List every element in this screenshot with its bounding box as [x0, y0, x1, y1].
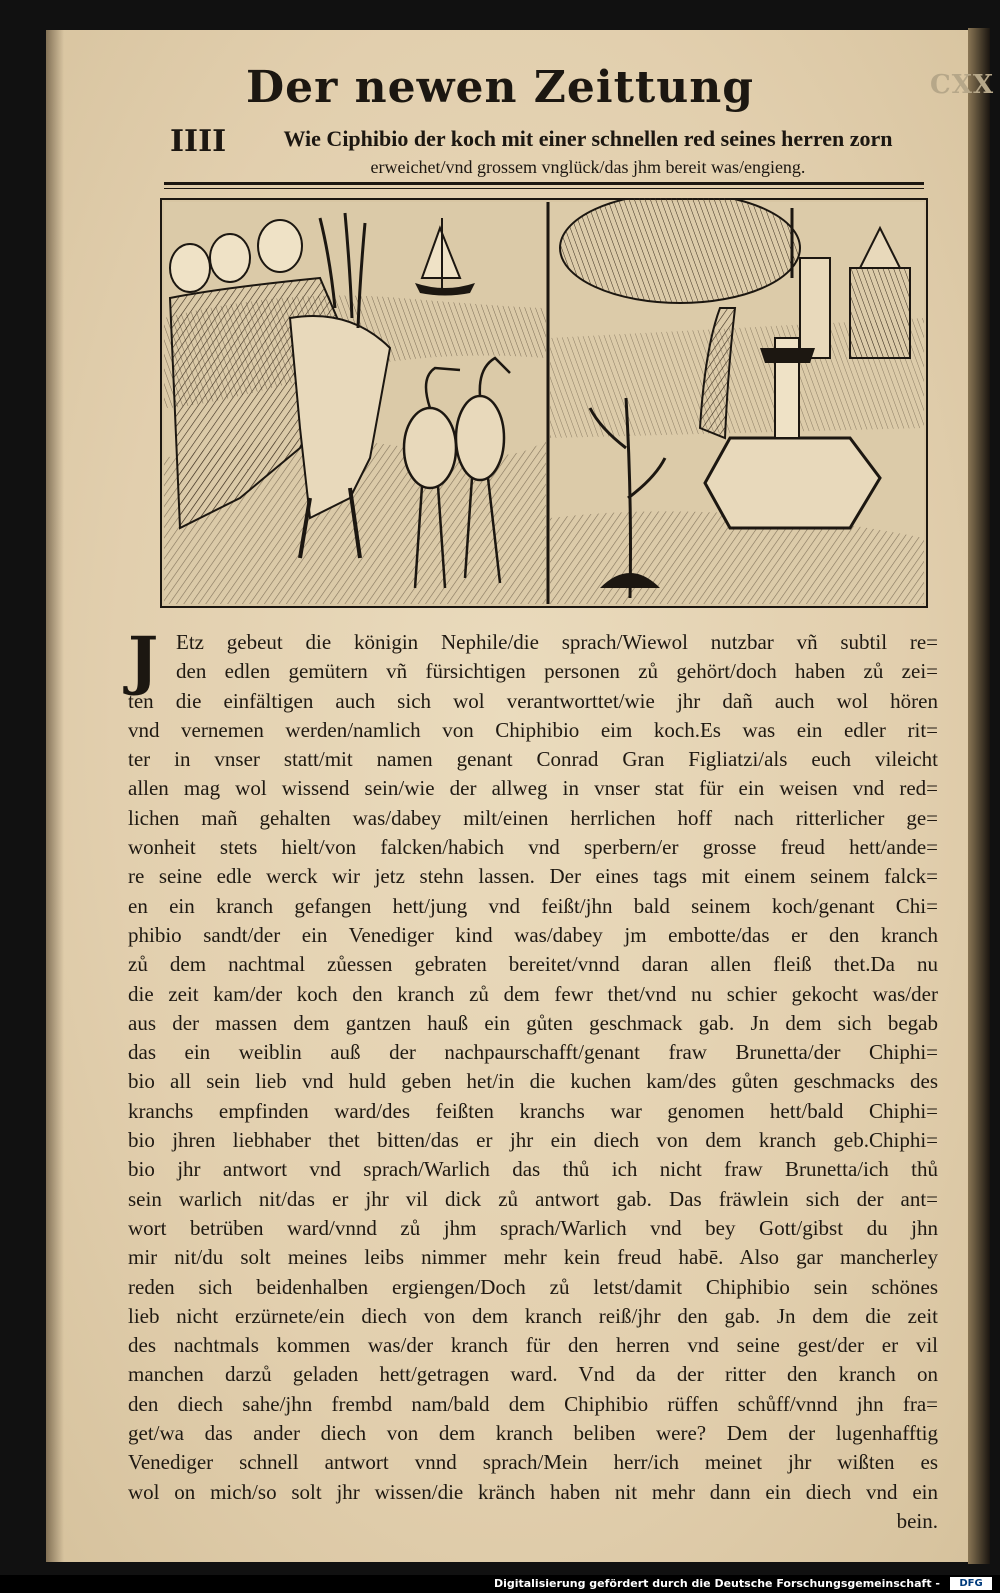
text-line: ter in vnser statt/mit namen genant Conrad Gran Figliatzi/als euch vileicht: [128, 747, 938, 772]
text-line: die zeit kam/der koch den kranch zů dem fewr thet/vnd nu schier gekocht was/der: [128, 981, 938, 1006]
text-line: Venediger schnell antwort vnnd sprach/Mein herr/ich meinet jhr wißten es: [128, 1450, 938, 1475]
chapter-heading: [248, 124, 928, 182]
text-line: wort betrüben ward/vnnd zů jhm sprach/Warlich vnd bey Gott/gibst du jhn: [128, 1215, 938, 1240]
text-line: en ein kranch gefangen hett/jung vnd feißt/jhn bald seinem koch/genant Chi=: [128, 893, 938, 918]
text-line: das ein weiblin auß der nachpaurschafft/genant fraw Brunetta/der Chiphi=: [128, 1040, 938, 1065]
text-line: manchen darzů geladen hett/getragen ward. Vnd da der ritter den kranch on: [128, 1362, 938, 1387]
text-line: reden sich beidenhalben ergiengen/Doch zů letst/damit Chiphibio sein schönes: [128, 1274, 938, 1299]
text-line: Etz gebeut die königin Nephile/die sprach/Wiewol nutzbar vñ subtil re=: [176, 630, 938, 654]
text-line: bio jhren liebhaber thet bitten/das er jhr ein diech von dem kranch geb.Chiphi=: [128, 1128, 938, 1153]
text-line: lieb nicht erzürnete/ein diech von dem kranch reiß/jhr den gab. Jn dem die zeit: [128, 1303, 938, 1328]
text-line: des nachtmals kommen was/der kranch für den herren vnd seine gest/der er vil: [128, 1333, 938, 1358]
page-edge: [968, 28, 990, 1564]
heading-rule: [164, 182, 924, 185]
right-woodcut-panel: [550, 198, 924, 604]
text-line: get/wa das ander diech von dem kranch beliben were? Dem der lugenhafftig: [128, 1421, 938, 1446]
footer-credit: Digitalisierung gefördert durch die Deutsche Forschungsgemeinschaft -: [493, 1577, 940, 1590]
text-line: sein warlich nit/das er jhr vil dick zů antwort gab. Das fräwlein sich der ant=: [128, 1186, 938, 1211]
spine-shadow: [46, 30, 64, 1562]
text-line: kranchs empfinden ward/des feißten kranchs war genomen hett/bald Chiphi=: [128, 1098, 938, 1123]
heading-line: Wie Ciphibio der koch mit einer schnellen red seines herren zorn: [283, 126, 893, 151]
drop-initial: J: [128, 623, 159, 698]
text-line: bio jhr antwort vnd sprach/Warlich das thů ich nicht fraw Brunetta/ich thů: [128, 1157, 938, 1182]
heading-line: erweichet/vnd grossem vnglück/das jhm bereit was/engieng.: [370, 157, 806, 177]
digitization-footer: [0, 1575, 1000, 1593]
text-line: vnd vernemen werden/namlich von Chiphibio eim koch.Es was ein edler rit=: [128, 717, 938, 742]
woodcut-illustration: [160, 198, 928, 608]
foliation-number: CXX: [930, 70, 995, 100]
text-line: re seine edle werck wir jetz stehn lassen. Der eines tags mit einem seinem falck=: [128, 864, 938, 889]
running-title: Der newen Zeittung: [245, 62, 755, 113]
chapter-number: IIII: [170, 124, 227, 159]
text-line: zů dem nachtmal zůessen gebraten bereitet/vnnd daran allen fleiß thet.Da nu: [128, 952, 938, 977]
text-line: den diech sahe/jhn frembd nam/bald dem Chiphibio rüffen schůff/vnnd jhn fra=: [128, 1391, 938, 1416]
text-line: lichen mañ gehalten was/dabey milt/einen herrlichen hoff nach ritterlicher ge=: [128, 805, 938, 830]
text-line: wol on mich/so solt jhr wissen/die kränch haben nit mehr dann ein diech vnd ein: [128, 1479, 938, 1504]
left-woodcut-panel: [164, 202, 546, 604]
heading-rule-thin: [164, 188, 924, 189]
text-line: aus der massen dem gantzen hauß ein gůten geschmack gab. Jn dem sich begab: [128, 1010, 938, 1035]
text-line: mir nit/du solt meines leibs nimmer mehr kein freud habē. Also gar mancherley: [128, 1245, 938, 1270]
text-line: ten die einfältigen auch sich wol verantworttet/wie jhr dañ auch wol hören: [128, 688, 938, 713]
text-line: wonheit stets hielt/von falcken/habich vnd sperbern/er grosse freud hett/ande=: [128, 835, 938, 860]
text-line: allen mag wol wissend sein/wie der allweg in vnser stat für ein weisen vnd red=: [128, 776, 938, 801]
body-text: [128, 623, 938, 1536]
dfg-logo: DFG: [950, 1577, 992, 1590]
text-line: bein.: [896, 1508, 938, 1533]
text-line: phibio sandt/der ein Venediger kind was/dabey jm embotte/das er den kranch: [128, 922, 938, 947]
text-line: bio all sein lieb vnd huld geben het/in die kuchen kam/des gůten geschmacks des: [128, 1069, 938, 1094]
text-line: den edlen gemütern vñ fürsichtigen personen zů gehört/doch haben zů zei=: [176, 659, 938, 684]
